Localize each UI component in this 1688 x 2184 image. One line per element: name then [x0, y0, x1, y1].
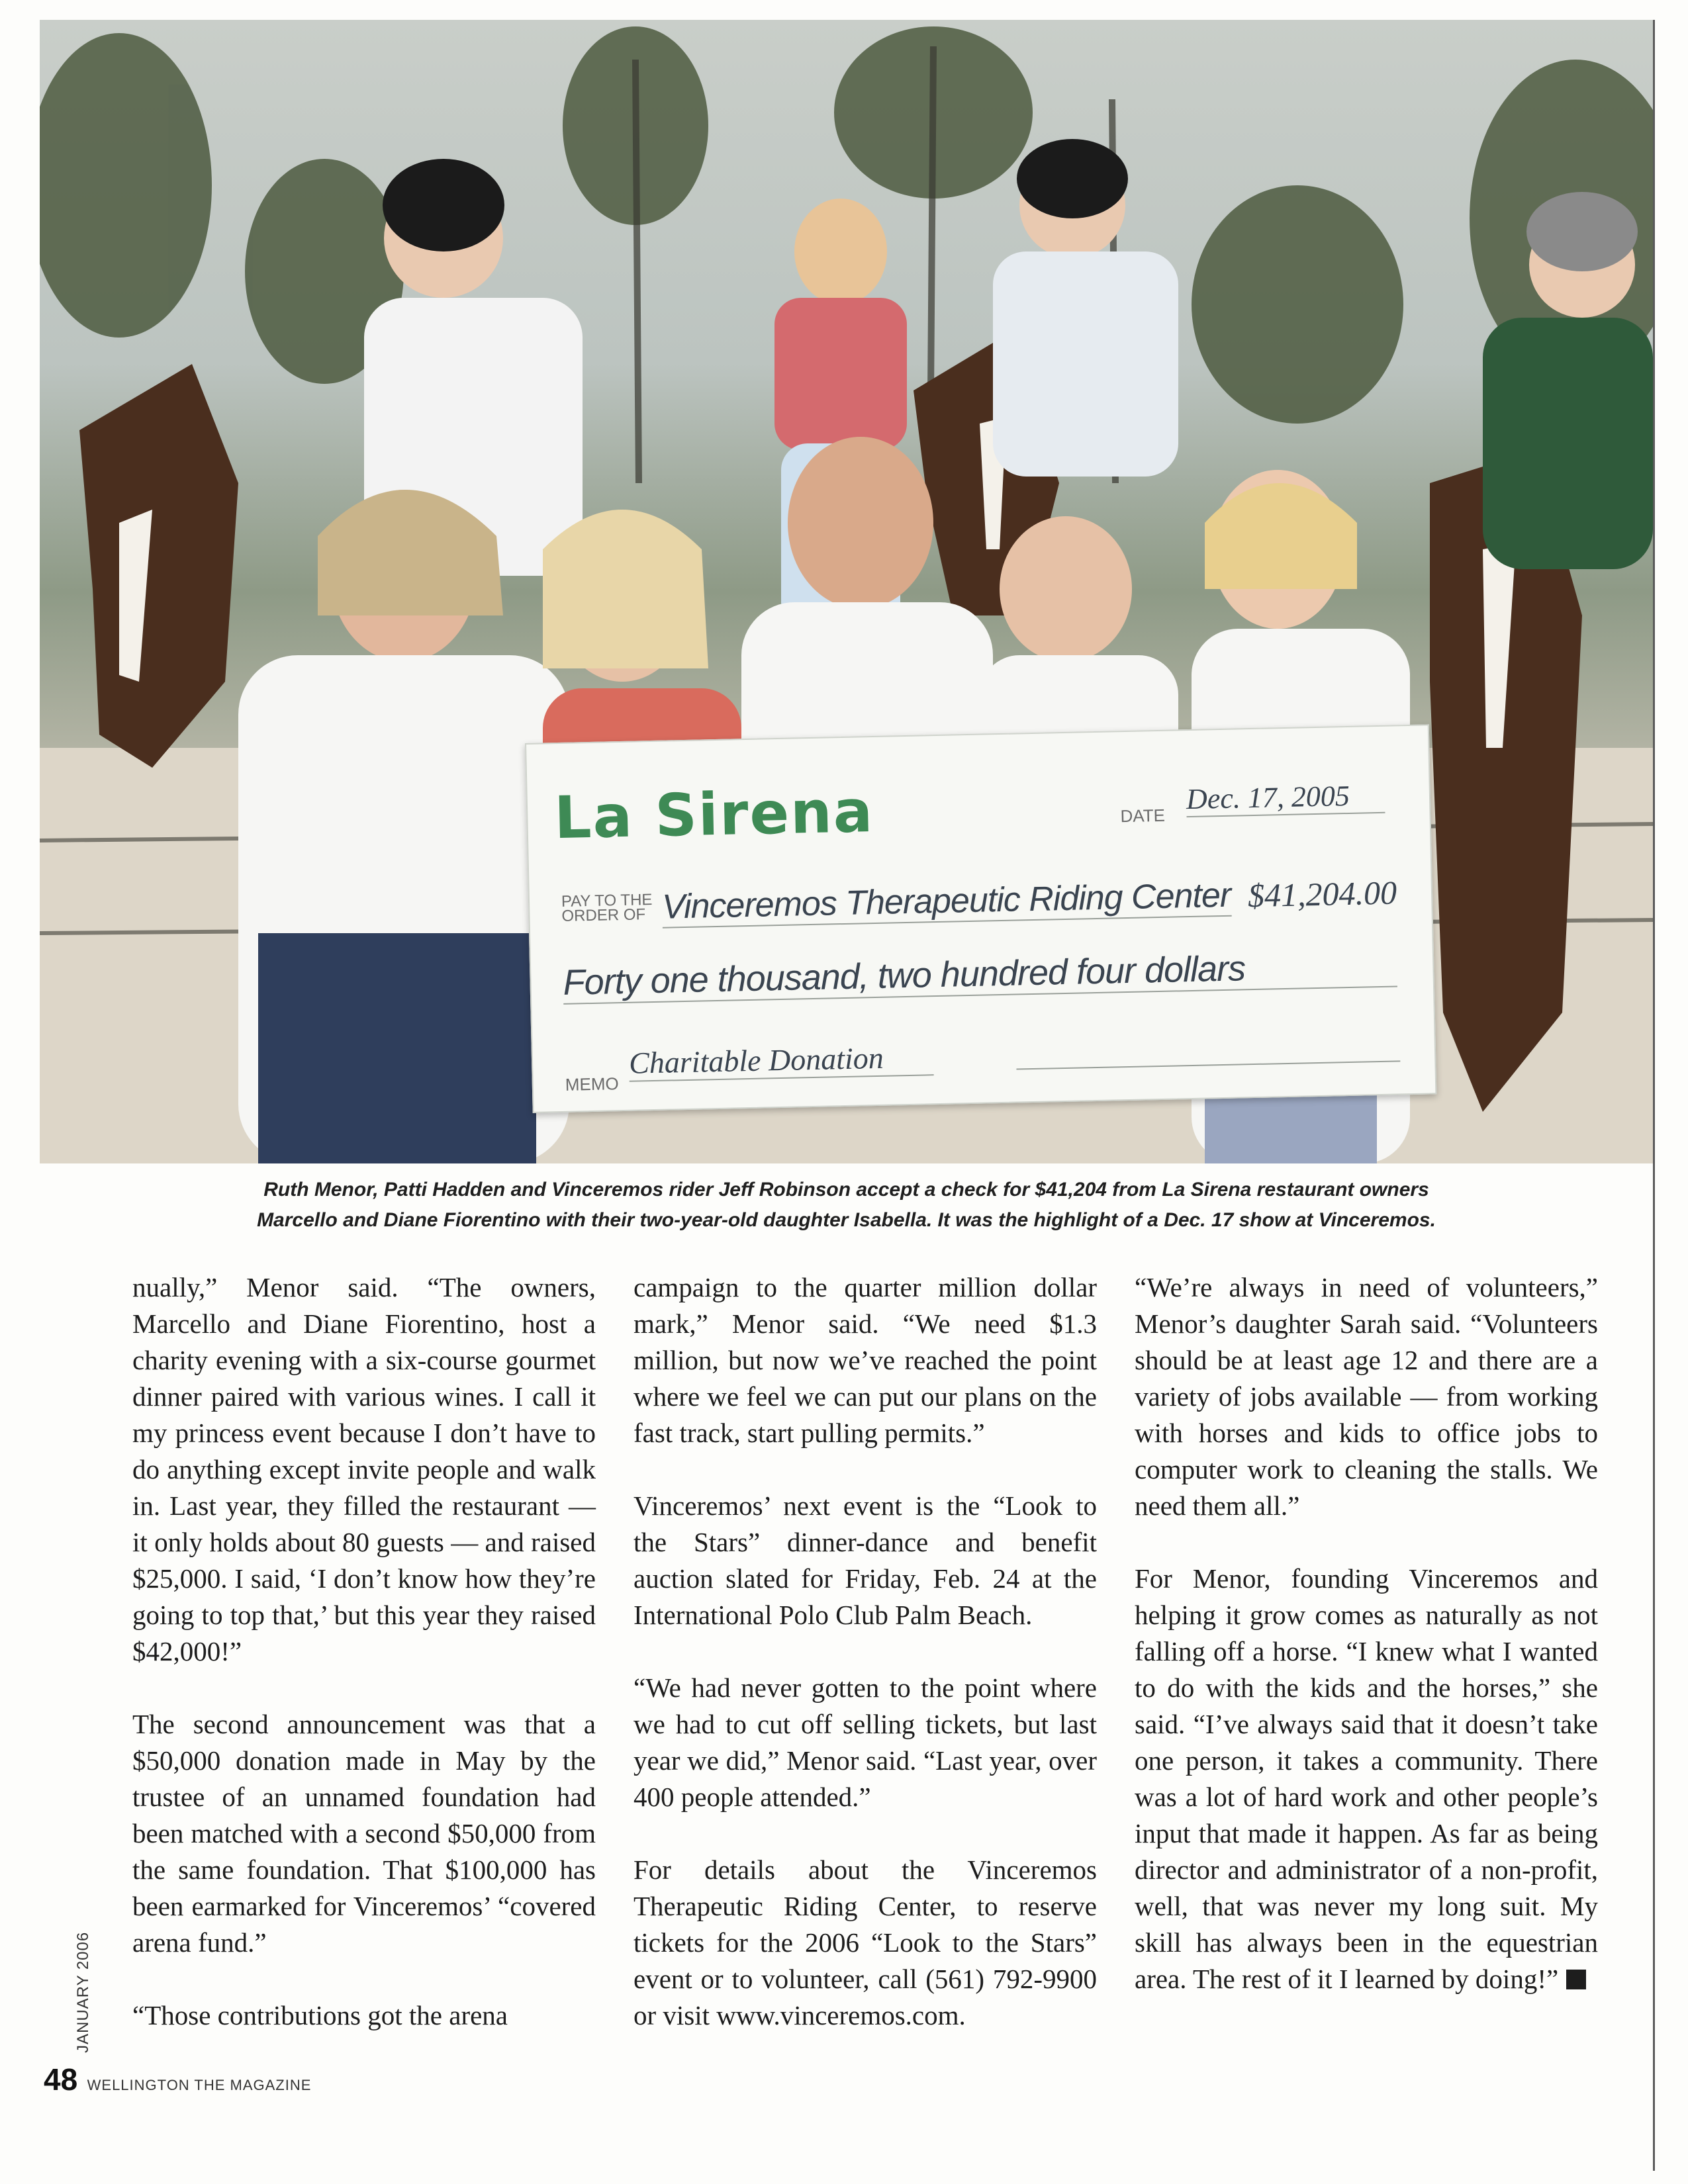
check-amount: $41,204.00: [1247, 874, 1397, 915]
group-with-horses-photo: [40, 20, 1653, 1163]
check-pay-label: PAY TO THE ORDER OF: [561, 891, 653, 925]
check-date-label: DATE: [1120, 805, 1166, 827]
check-amount-words: Forty one thousand, two hundred four dollars: [563, 944, 1397, 1004]
page-folio: [44, 2062, 311, 2097]
check-signature-line: [1016, 1060, 1400, 1069]
article-column-3: [1135, 1269, 1598, 2034]
paragraph: For details about the Vinceremos Therapeutic Riding Center, to reserve tickets for the 2006 “Look to the Stars” event or to volunteer, call (561) 792-9900 or visit www.vinceremos.com.: [633, 1854, 1097, 2030]
check-payee: Vinceremos Therapeutic Riding Center: [662, 876, 1232, 929]
check-date: Dec. 17, 2005: [1186, 778, 1385, 817]
end-of-article-mark: [1566, 1970, 1586, 1989]
caption-line-2: Marcello and Diane Fiorentino with their two-year-old daughter Isabella. It was the highlight of a Dec. 17 show at Vinceremos.: [257, 1209, 1436, 1231]
paragraph-text: For Menor, founding Vinceremos and helping it grow comes as naturally as not falling off a horse. “I knew what I wanted to do with the kids and the horses,” she said. “I’ve always said that it doesn’t take one person, it takes a community. There was a lot of hard work and other people’s input that made it happen. As far as being director and administrator of a non-profit, well, that was never my long suit. My skill has always been in the equestrian area. The rest of it I learned by doing!”: [1135, 1563, 1598, 1994]
page-number: 48: [44, 2062, 78, 2097]
magazine-name: WELLINGTON THE MAGAZINE: [87, 2077, 312, 2093]
donation-check: [525, 724, 1436, 1113]
article-column-1: [132, 1269, 596, 2070]
check-memo-label: MEMO: [565, 1073, 620, 1095]
paragraph: The second announcement was that a $50,000 donation made in May by the trustee of an unnamed foundation had been matched with a second $50,000 from the same foundation. That $100,000 has been earmarked for Vinceremos’ “covered arena fund.”: [132, 1709, 596, 1958]
paragraph-final: [1135, 1561, 1598, 1997]
caption-line-1: Ruth Menor, Patti Hadden and Vinceremos rider Jeff Robinson accept a check for $41,204 from La Sirena restaurant owners: [263, 1179, 1429, 1201]
paragraph: Vinceremos’ next event is the “Look to the Stars” dinner-dance and benefit auction slated for Friday, Feb. 24 at the International Polo Club Palm Beach.: [633, 1490, 1097, 1630]
la-sirena-logo: La Sirena: [553, 776, 875, 852]
photo-caption: [40, 1175, 1653, 1236]
check-memo: Charitable Donation: [629, 1039, 934, 1082]
paragraph: “Those contributions got the arena: [132, 2000, 508, 2030]
paragraph: nually,” Menor said. “The owners, Marcello and Diane Fiorentino, host a charity evening with a six-course gourmet dinner paired with various wines. I call it my princess event because I don’t have to do anything except invite people and walk in. Last year, they filled the restaurant — it only holds about 80 guests — and raised $25,000. I said, ‘I don’t know how they’re going to top that,’ but this year they raised $42,000!”: [132, 1272, 596, 1666]
paragraph: “We’re always in need of volunteers,” Menor’s daughter Sarah said. “Volunteers should be at least age 12 and there are a variety of jobs available — from working with horses and kids to office jobs to computer work to cleaning the stalls. We need them all.”: [1135, 1272, 1598, 1521]
article-column-2: [633, 1269, 1097, 2070]
page-edge-rule: [1653, 20, 1655, 2171]
paragraph: “We had never gotten to the point where we had to cut off selling tickets, but last year we did,” Menor said. “Last year, over 400 people attended.”: [633, 1672, 1097, 1812]
paragraph: campaign to the quarter million dollar mark,” Menor said. “We need $1.3 million, but now we’ve reached the point where we feel we can put our plans on the fast track, start pulling permits.”: [633, 1272, 1097, 1448]
issue-date: JANUARY 2006: [74, 1931, 92, 2053]
